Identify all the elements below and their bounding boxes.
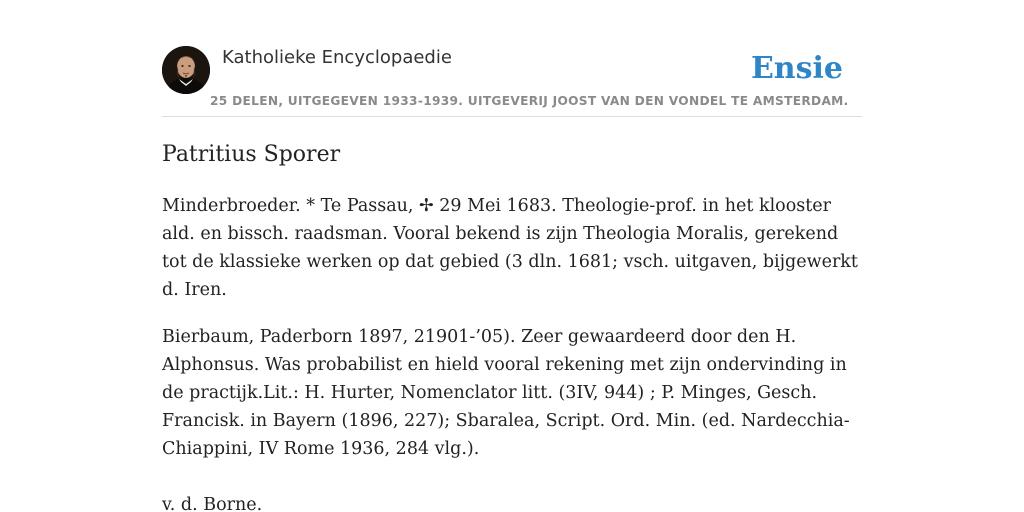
brand-logo-link[interactable]: Ensie [750,51,843,86]
author-signature: v. d. Borne. [162,495,263,512]
site-header [162,46,862,117]
portrait-icon [162,46,210,94]
article-paragraph: Minderbroeder. * Te Passau, ✢ 29 Mei 1683. Theologie-prof. in het klooster ald. en bissch. raadsman. Vooral bekend is zijn Theologia Moralis, gerekend tot de klassieke werken op dat gebied (3 dln. 1681; vsch. uitgaven, bijgewerkt d. Iren. [162,196,858,300]
article-title: Patritius Sporer [162,142,341,167]
site-title[interactable]: Katholieke Encyclopaedie [222,47,452,68]
article-content [162,139,864,512]
article-paragraph: Bierbaum, Paderborn 1897, 21901-’05). Zeer gewaardeerd door den H. Alphonsus. Was probabilist en hield vooral rekening met zijn ondervinding in de practijk.Lit.: H. Hurter, Nomenclator litt. (3IV, 944) ; P. Minges, Gesch. Francisk. in Bayern (1896, 227); Sbaralea, Script. Ord. Min. (ed. Nardecchia-Chiappini, IV Rome 1936, 284 vlg.). [162,327,850,459]
publication-subtitle: 25 DELEN, UITGEGEVEN 1933-1939. UITGEVERIJ JOOST VAN DEN VONDEL TE AMSTERDAM. [210,94,849,108]
site-logo-portrait[interactable] [162,46,210,94]
